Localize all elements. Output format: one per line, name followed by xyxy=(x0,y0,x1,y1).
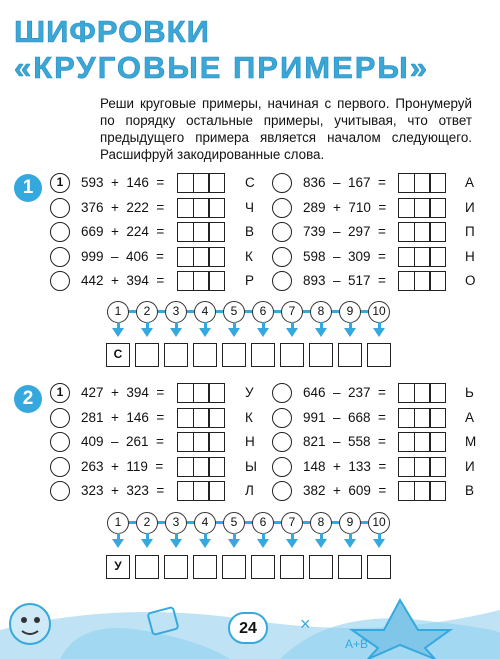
answer-digit-box[interactable] xyxy=(414,173,431,193)
answer-boxes[interactable] xyxy=(177,432,224,452)
decoded-letter-box[interactable] xyxy=(280,343,304,367)
code-letter: Ь xyxy=(465,385,474,400)
answer-boxes[interactable] xyxy=(398,222,445,242)
math-expression: 669 + 224 = xyxy=(81,224,165,239)
answer-digit-box[interactable] xyxy=(177,271,194,291)
order-circle[interactable] xyxy=(50,432,70,452)
order-circle[interactable] xyxy=(50,198,70,218)
math-expression: 646 – 237 = xyxy=(303,385,386,400)
decoded-letter-box[interactable] xyxy=(135,555,159,579)
answer-digit-box[interactable] xyxy=(193,222,210,242)
code-letter: В xyxy=(245,224,255,239)
code-letter: У xyxy=(245,385,254,400)
answer-digit-box[interactable] xyxy=(398,408,415,428)
down-arrow-icon xyxy=(344,328,356,337)
answer-digit-box[interactable] xyxy=(429,481,446,501)
order-circle[interactable] xyxy=(272,222,292,242)
svg-text:×: × xyxy=(300,614,311,634)
sequence-number: 2 xyxy=(136,512,158,534)
down-arrow-icon xyxy=(199,328,211,337)
order-circle[interactable] xyxy=(50,247,70,267)
answer-digit-box[interactable] xyxy=(208,222,225,242)
answer-digit-box[interactable] xyxy=(398,383,415,403)
math-expression: 263 + 119 = xyxy=(81,458,164,474)
math-expression: 281 + 146 = xyxy=(81,409,165,425)
code-letter: Н xyxy=(245,434,255,449)
answer-digit-box[interactable] xyxy=(414,222,431,242)
decoded-letter-box[interactable] xyxy=(135,343,159,367)
answer-digit-box[interactable] xyxy=(429,247,446,267)
answer-digit-box[interactable] xyxy=(398,247,415,267)
order-circle[interactable] xyxy=(50,271,70,291)
decoded-letter-box[interactable] xyxy=(164,343,188,367)
sequence-number: 3 xyxy=(165,512,187,534)
math-expression: 739 – 297 = xyxy=(303,224,386,239)
code-letter: В xyxy=(465,483,475,498)
answer-digit-box[interactable] xyxy=(193,457,210,477)
down-arrow-icon xyxy=(315,539,327,548)
answer-digit-box[interactable] xyxy=(429,173,446,193)
sequence-number: 3 xyxy=(165,301,187,323)
answer-digit-box[interactable] xyxy=(193,173,210,193)
answer-digit-box[interactable] xyxy=(208,481,225,501)
down-arrow-icon xyxy=(199,539,211,548)
decoded-letter-box[interactable]: У xyxy=(106,555,130,579)
order-circle[interactable] xyxy=(272,383,292,403)
down-arrow-icon xyxy=(257,328,269,337)
sequence-number: 10 xyxy=(368,301,390,323)
instructions-text: Реши круговые примеры, начиная с первого. Пронумеруй по порядку остальные примеры, учитывая, что ответ предыдущего примера является началом следующего. Расшифруй закодированные слова. xyxy=(100,96,472,162)
answer-digit-box[interactable] xyxy=(398,481,415,501)
math-expression: 821 – 558 = xyxy=(303,434,386,449)
sequence-number: 2 xyxy=(136,301,158,323)
answer-digit-box[interactable] xyxy=(208,271,225,291)
sequence-number: 7 xyxy=(281,301,303,323)
answer-digit-box[interactable] xyxy=(208,198,225,218)
math-expression: 598 – 309 = xyxy=(303,248,386,264)
answer-boxes[interactable] xyxy=(177,198,224,218)
code-letter: О xyxy=(465,273,476,288)
footer-formula: A+B xyxy=(345,637,369,651)
answer-boxes[interactable] xyxy=(398,173,445,193)
answer-boxes[interactable] xyxy=(177,271,224,291)
decoded-letter-box[interactable]: С xyxy=(106,343,130,367)
answer-digit-box[interactable] xyxy=(414,457,431,477)
answer-digit-box[interactable] xyxy=(193,481,210,501)
sequence-number: 9 xyxy=(339,301,361,323)
answer-boxes[interactable] xyxy=(177,247,224,267)
decoded-letter-box[interactable] xyxy=(222,555,246,579)
down-arrow-icon xyxy=(228,539,240,548)
decoded-letter-box[interactable] xyxy=(164,555,188,579)
task-number-badge: 1 xyxy=(14,174,42,202)
order-circle[interactable] xyxy=(272,432,292,452)
down-arrow-icon xyxy=(315,328,327,337)
code-letter: К xyxy=(245,409,253,425)
title-line-2: «КРУГОВЫЕ ПРИМЕРЫ» xyxy=(14,50,430,85)
sequence-number: 4 xyxy=(194,512,216,534)
math-expression: 148 + 133 = xyxy=(303,458,387,474)
answer-boxes[interactable] xyxy=(177,383,224,403)
answer-boxes[interactable] xyxy=(177,457,224,477)
order-circle[interactable] xyxy=(272,247,292,267)
down-arrow-icon xyxy=(112,539,124,548)
task-number-badge: 2 xyxy=(14,385,42,413)
answer-digit-box[interactable] xyxy=(177,457,194,477)
down-arrow-icon xyxy=(170,539,182,548)
answer-boxes[interactable] xyxy=(177,481,224,501)
code-letter: П xyxy=(465,224,475,239)
answer-digit-box[interactable] xyxy=(414,383,431,403)
answer-digit-box[interactable] xyxy=(398,198,415,218)
page-number: 24 xyxy=(228,612,268,644)
answer-digit-box[interactable] xyxy=(414,198,431,218)
order-circle[interactable] xyxy=(272,481,292,501)
sequence-number: 9 xyxy=(339,512,361,534)
decoded-letter-box[interactable] xyxy=(222,343,246,367)
math-expression: 999 – 406 = xyxy=(81,248,164,264)
math-expression: 376 + 222 = xyxy=(81,199,165,215)
answer-digit-box[interactable] xyxy=(398,222,415,242)
math-expression: 323 + 323 = xyxy=(81,483,165,498)
code-letter: К xyxy=(245,248,253,264)
down-arrow-icon xyxy=(286,328,298,337)
order-circle[interactable] xyxy=(272,457,292,477)
decoded-letter-box[interactable] xyxy=(338,555,362,579)
answer-digit-box[interactable] xyxy=(429,457,446,477)
answer-boxes[interactable] xyxy=(177,173,224,193)
answer-digit-box[interactable] xyxy=(193,247,210,267)
down-arrow-icon xyxy=(112,328,124,337)
answer-digit-box[interactable] xyxy=(177,173,194,193)
math-expression: 289 + 710 = xyxy=(303,199,387,215)
decoded-letter-box[interactable] xyxy=(251,555,275,579)
code-letter: Ы xyxy=(245,458,257,474)
sequence-number: 8 xyxy=(310,301,332,323)
down-arrow-icon xyxy=(141,539,153,548)
answer-digit-box[interactable] xyxy=(177,481,194,501)
answer-boxes[interactable] xyxy=(398,247,445,267)
order-circle[interactable] xyxy=(50,457,70,477)
answer-boxes[interactable] xyxy=(398,198,445,218)
answer-digit-box[interactable] xyxy=(398,457,415,477)
decoded-letter-box[interactable] xyxy=(193,555,217,579)
decoded-letter-box[interactable] xyxy=(367,343,391,367)
answer-digit-box[interactable] xyxy=(414,481,431,501)
answer-boxes[interactable] xyxy=(398,457,445,477)
order-circle[interactable] xyxy=(50,222,70,242)
order-circle[interactable] xyxy=(272,271,292,291)
decoded-letter-box[interactable] xyxy=(338,343,362,367)
decoded-letter-box[interactable] xyxy=(193,343,217,367)
down-arrow-icon xyxy=(228,328,240,337)
answer-digit-box[interactable] xyxy=(177,383,194,403)
math-expression: 442 + 394 = xyxy=(81,273,165,288)
answer-digit-box[interactable] xyxy=(429,198,446,218)
math-expression: 382 + 609 = xyxy=(303,483,387,498)
answer-digit-box[interactable] xyxy=(177,222,194,242)
decoded-letter-box[interactable] xyxy=(309,343,333,367)
sequence-number: 1 xyxy=(107,512,129,534)
answer-boxes[interactable] xyxy=(398,408,445,428)
answer-digit-box[interactable] xyxy=(429,222,446,242)
math-expression: 893 – 517 = xyxy=(303,273,386,288)
answer-digit-box[interactable] xyxy=(208,383,225,403)
answer-boxes[interactable] xyxy=(398,383,445,403)
order-circle[interactable] xyxy=(272,173,292,193)
down-arrow-icon xyxy=(141,328,153,337)
down-arrow-icon xyxy=(373,539,385,548)
math-expression: 836 – 167 = xyxy=(303,175,386,190)
code-letter: А xyxy=(465,409,475,425)
answer-digit-box[interactable] xyxy=(414,432,431,452)
answer-digit-box[interactable] xyxy=(398,271,415,291)
down-arrow-icon xyxy=(344,539,356,548)
answer-boxes[interactable] xyxy=(177,222,224,242)
answer-digit-box[interactable] xyxy=(193,432,210,452)
decoded-letter-box[interactable] xyxy=(280,555,304,579)
answer-digit-box[interactable] xyxy=(398,173,415,193)
decoded-letter-box[interactable] xyxy=(367,555,391,579)
code-letter: И xyxy=(465,458,475,474)
answer-digit-box[interactable] xyxy=(429,383,446,403)
order-circle[interactable] xyxy=(272,198,292,218)
sequence-number: 7 xyxy=(281,512,303,534)
down-arrow-icon xyxy=(373,328,385,337)
answer-digit-box[interactable] xyxy=(177,198,194,218)
answer-digit-box[interactable] xyxy=(208,408,225,428)
order-circle[interactable]: 1 xyxy=(50,383,70,403)
answer-digit-box[interactable] xyxy=(398,432,415,452)
down-arrow-icon xyxy=(286,539,298,548)
answer-digit-box[interactable] xyxy=(429,432,446,452)
answer-digit-box[interactable] xyxy=(193,271,210,291)
decoded-letter-box[interactable] xyxy=(251,343,275,367)
math-expression: 593 + 146 = xyxy=(81,175,165,190)
sequence-number: 4 xyxy=(194,301,216,323)
code-letter: И xyxy=(465,199,475,215)
decoded-letter-box[interactable] xyxy=(309,555,333,579)
answer-digit-box[interactable] xyxy=(177,408,194,428)
answer-digit-box[interactable] xyxy=(414,408,431,428)
down-arrow-icon xyxy=(170,328,182,337)
code-letter: С xyxy=(245,175,255,190)
sequence-number: 6 xyxy=(252,301,274,323)
answer-digit-box[interactable] xyxy=(208,432,225,452)
answer-boxes[interactable] xyxy=(398,432,445,452)
answer-digit-box[interactable] xyxy=(429,408,446,428)
code-letter: М xyxy=(465,434,477,449)
code-letter: Н xyxy=(465,248,475,264)
sequence-number: 5 xyxy=(223,301,245,323)
answer-digit-box[interactable] xyxy=(208,457,225,477)
sequence-number: 8 xyxy=(310,512,332,534)
answer-digit-box[interactable] xyxy=(414,247,431,267)
answer-digit-box[interactable] xyxy=(429,271,446,291)
answer-digit-box[interactable] xyxy=(208,247,225,267)
answer-digit-box[interactable] xyxy=(177,247,194,267)
code-letter: А xyxy=(465,175,475,190)
order-circle[interactable] xyxy=(50,408,70,428)
math-expression: 409 – 261 = xyxy=(81,434,164,449)
answer-digit-box[interactable] xyxy=(208,173,225,193)
sequence-number: 5 xyxy=(223,512,245,534)
order-circle[interactable]: 1 xyxy=(50,173,70,193)
code-letter: Ч xyxy=(245,199,254,215)
math-expression: 991 – 668 = xyxy=(303,409,386,425)
code-letter: Л xyxy=(245,483,254,498)
answer-boxes[interactable] xyxy=(398,271,445,291)
answer-digit-box[interactable] xyxy=(193,383,210,403)
answer-digit-box[interactable] xyxy=(193,198,210,218)
order-circle[interactable] xyxy=(50,481,70,501)
math-expression: 427 + 394 = xyxy=(81,385,165,400)
title-line-1: ШИФРОВКИ xyxy=(14,14,210,49)
answer-digit-box[interactable] xyxy=(414,271,431,291)
sequence-number: 10 xyxy=(368,512,390,534)
answer-digit-box[interactable] xyxy=(177,432,194,452)
sequence-number: 1 xyxy=(107,301,129,323)
down-arrow-icon xyxy=(257,539,269,548)
answer-boxes[interactable] xyxy=(177,408,224,428)
code-letter: Р xyxy=(245,273,255,288)
order-circle[interactable] xyxy=(272,408,292,428)
answer-boxes[interactable] xyxy=(398,481,445,501)
answer-digit-box[interactable] xyxy=(193,408,210,428)
sequence-number: 6 xyxy=(252,512,274,534)
